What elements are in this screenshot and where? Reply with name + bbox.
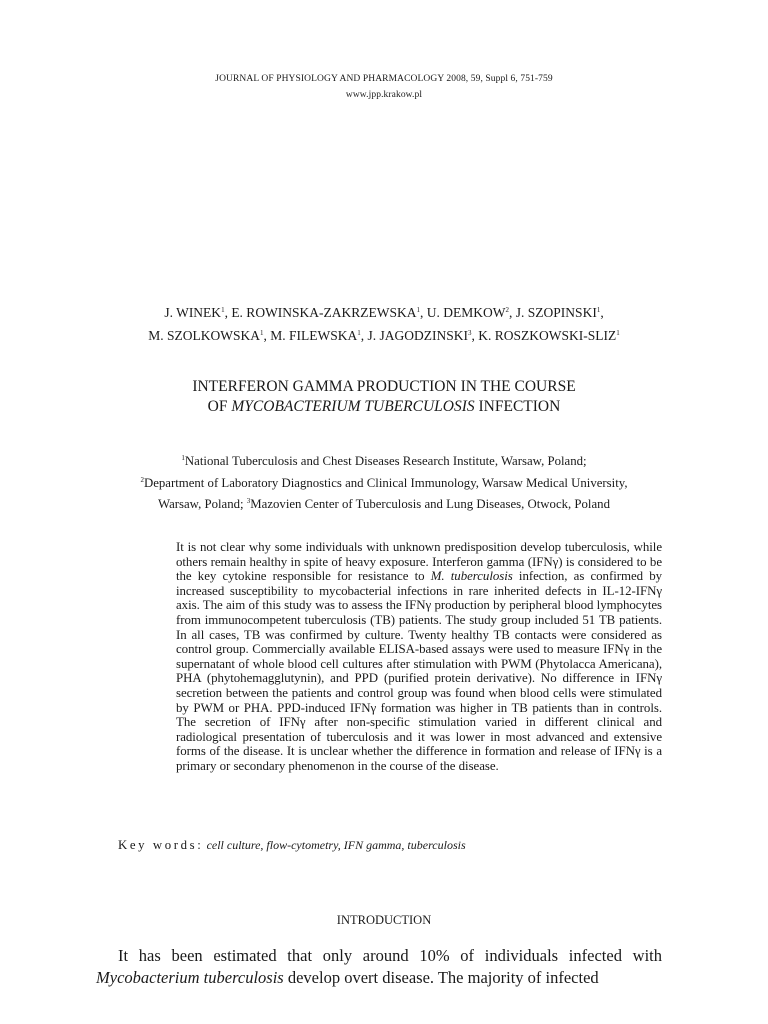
author-name: J. JAGODZINSKI xyxy=(367,328,468,343)
author-name: J. SZOPINSKI xyxy=(515,305,597,320)
author-name: M. FILEWSKA xyxy=(270,328,358,343)
title-line-2 xyxy=(0,397,768,417)
affiliation-mark: 2 xyxy=(140,475,144,484)
affiliation-mark: 3 xyxy=(246,497,251,505)
body-text: develop overt disease. The majority of infected xyxy=(283,968,599,987)
author-separator: , xyxy=(224,305,232,320)
author-name: K. ROSZKOWSKI-SLIZ xyxy=(478,328,617,343)
author-name: M. SZOLKOWSKA xyxy=(148,328,260,343)
affiliations xyxy=(80,449,688,514)
author-affiliation-mark: 1 xyxy=(596,306,601,314)
author-affiliation-mark: 1 xyxy=(416,306,421,314)
author-name: E. ROWINSKA-ZAKRZEWSKA xyxy=(231,305,417,320)
body-paragraph xyxy=(96,945,662,989)
author-name: J. WINEK xyxy=(164,305,222,320)
abstract-text: It is not clear why some individuals with unknown predisposition develop tuberculosis, while others remain healthy in spite of heavy exposure. Interferon gamma (IFNγ) is considered to be the key cytokine responsible for resistance to xyxy=(176,540,662,584)
author-separator: , xyxy=(420,305,427,320)
author-separator: , xyxy=(263,328,271,343)
title-organism: MYCOBACTERIUM TUBERCULOSIS xyxy=(231,398,475,415)
journal-citation: JOURNAL OF PHYSIOLOGY AND PHARMACOLOGY 2008, 59, Suppl 6, 751-759 xyxy=(215,74,553,84)
author-affiliation-mark: 1 xyxy=(616,329,620,337)
affiliation-2 xyxy=(80,471,688,493)
keywords-values: cell culture, flow-cytometry, IFN gamma, tuberculosis xyxy=(206,838,466,852)
author-affiliation-mark: 3 xyxy=(468,329,472,337)
author-affiliation-mark: 1 xyxy=(260,329,264,337)
affiliation-2-3 xyxy=(80,492,688,514)
abstract-paragraph xyxy=(176,540,662,774)
affiliation-1 xyxy=(80,449,688,471)
author-line-1 xyxy=(0,300,768,323)
affiliation-text: National Tuberculosis and Chest Diseases Research Institute, Warsaw, Poland; xyxy=(184,454,587,468)
author-separator: , xyxy=(360,328,368,343)
section-heading-introduction: INTRODUCTION xyxy=(336,913,432,927)
abstract-organism: M. tuberculosis xyxy=(430,569,513,584)
body-organism: Mycobacterium tuberculosis xyxy=(96,968,284,987)
body-text: It has been estimated that only around 10% of individuals infected with xyxy=(118,946,662,965)
affiliation-text: Mazovien Center of Tuberculosis and Lung Diseases, Otwock, Poland xyxy=(250,497,610,511)
introduction-body xyxy=(96,945,662,989)
title-prefix: OF xyxy=(207,398,232,415)
author-line-2 xyxy=(0,323,768,346)
author-separator: , xyxy=(471,328,479,343)
author-affiliation-mark: 2 xyxy=(505,306,510,314)
author-name: U. DEMKOW xyxy=(426,305,506,320)
author-separator: , xyxy=(509,305,516,320)
journal-header xyxy=(0,71,768,103)
abstract-text: infection, as confirmed by increased susceptibility to mycobacterial infections in rare inherited defects in IL-12-IFNγ axis. The aim of this study was to assess the IFNγ production by peripheral blood lymphocytes from immunocompetent tuberculosis (TB) patients. The study group included 51 TB patients. In all cases, TB was confirmed by culture. Twenty healthy TB contacts were considered as control group. Commercially available ELISA-based assays were used to measure IFNγ in the supernatant of whole blood cell cultures after stimulation with PWM (Phytolacca Americana), PHA (phytohemagglutynin), and PPD (purified protein derivative). No difference in IFNγ secretion between the patients and control group was found when blood cells were stimulated by PWM or PHA. PPD-induced IFNγ formation was higher in TB patients than in controls. The secretion of IFNγ after non-specific stimulation varied in different clinical and radiological presentation of tuberculosis and it was lower in most advanced and extensive forms of the disease. It is unclear whether the difference in formation and release of IFNγ is a primary or secondary phenomenon in the course of the disease. xyxy=(176,569,662,773)
title-line-1: INTERFERON GAMMA PRODUCTION IN THE COURSE xyxy=(192,378,576,395)
keywords-label: Key words: xyxy=(118,838,204,852)
author-separator: , xyxy=(600,305,604,320)
abstract xyxy=(176,540,662,774)
journal-website: www.jpp.krakow.pl xyxy=(345,90,423,100)
keywords xyxy=(118,836,678,854)
author-affiliation-mark: 1 xyxy=(221,306,225,314)
paper-title xyxy=(0,377,768,417)
affiliation-text: Warsaw, Poland; xyxy=(158,497,247,511)
title-suffix: INFECTION xyxy=(474,398,561,415)
author-affiliation-mark: 1 xyxy=(357,329,361,337)
affiliation-text: Department of Laboratory Diagnostics and Clinical Immunology, Warsaw Medical University, xyxy=(143,475,628,490)
author-list xyxy=(0,300,768,346)
affiliation-mark: 1 xyxy=(181,454,185,462)
